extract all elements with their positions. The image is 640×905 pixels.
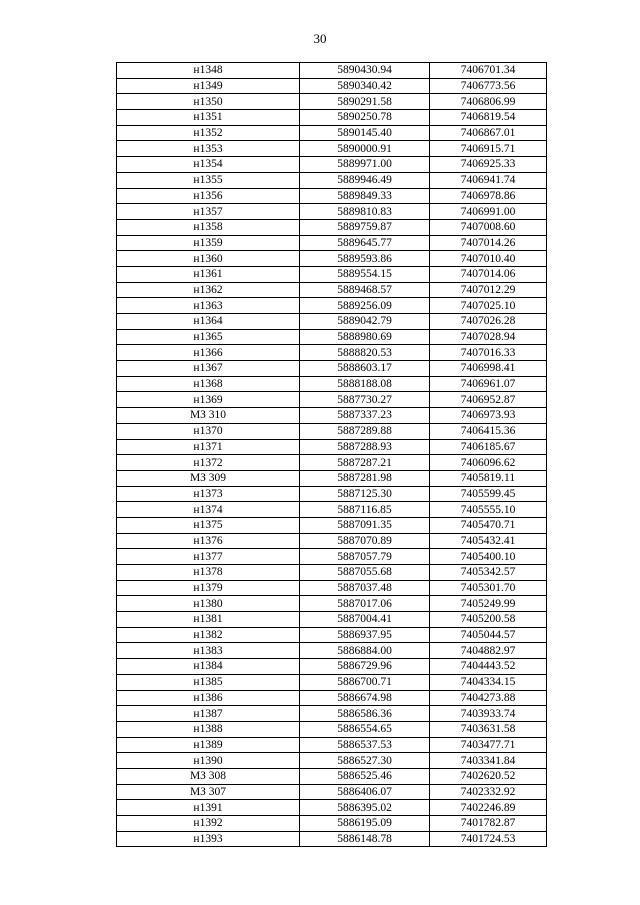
point-id-cell: н1358 [117, 219, 300, 235]
y-coordinate-cell: 7406096.62 [430, 455, 547, 471]
table-row [117, 455, 547, 471]
x-coordinate-cell: 5886554.65 [300, 721, 430, 737]
table-row [117, 690, 547, 706]
y-coordinate-cell: 7402620.52 [430, 768, 547, 784]
x-coordinate-cell: 5887289.88 [300, 423, 430, 439]
y-coordinate-cell: 7407028.94 [430, 329, 547, 345]
x-coordinate-cell: 5889849.33 [300, 188, 430, 204]
point-id-cell: н1374 [117, 502, 300, 518]
y-coordinate-cell: 7406819.54 [430, 110, 547, 126]
table-row [117, 580, 547, 596]
table-row [117, 282, 547, 298]
table-row [117, 345, 547, 361]
y-coordinate-cell: 7405432.41 [430, 533, 547, 549]
y-coordinate-cell: 7407010.40 [430, 251, 547, 267]
x-coordinate-cell: 5886395.02 [300, 800, 430, 816]
point-id-cell: МЗ 308 [117, 768, 300, 784]
y-coordinate-cell: 7405301.70 [430, 580, 547, 596]
point-id-cell: н1380 [117, 596, 300, 612]
table-row [117, 486, 547, 502]
table-row [117, 423, 547, 439]
x-coordinate-cell: 5890000.91 [300, 141, 430, 157]
x-coordinate-cell: 5888980.69 [300, 329, 430, 345]
x-coordinate-cell: 5887125.30 [300, 486, 430, 502]
x-coordinate-cell: 5889256.09 [300, 298, 430, 314]
y-coordinate-cell: 7406973.93 [430, 408, 547, 424]
x-coordinate-cell: 5887281.98 [300, 470, 430, 486]
point-id-cell: н1357 [117, 204, 300, 220]
point-id-cell: н1365 [117, 329, 300, 345]
y-coordinate-cell: 7401724.53 [430, 831, 547, 847]
x-coordinate-cell: 5888820.53 [300, 345, 430, 361]
x-coordinate-cell: 5887017.06 [300, 596, 430, 612]
table-row [117, 706, 547, 722]
point-id-cell: н1388 [117, 721, 300, 737]
table-row [117, 674, 547, 690]
table-row [117, 721, 547, 737]
x-coordinate-cell: 5886700.71 [300, 674, 430, 690]
point-id-cell: н1370 [117, 423, 300, 439]
x-coordinate-cell: 5887070.89 [300, 533, 430, 549]
point-id-cell: н1393 [117, 831, 300, 847]
table-row [117, 219, 547, 235]
x-coordinate-cell: 5890250.78 [300, 110, 430, 126]
x-coordinate-cell: 5886884.00 [300, 643, 430, 659]
x-coordinate-cell: 5889554.15 [300, 266, 430, 282]
point-id-cell: н1379 [117, 580, 300, 596]
table-row [117, 266, 547, 282]
point-id-cell: н1353 [117, 141, 300, 157]
y-coordinate-cell: 7406941.74 [430, 172, 547, 188]
point-id-cell: н1390 [117, 753, 300, 769]
point-id-cell: н1366 [117, 345, 300, 361]
y-coordinate-cell: 7407026.28 [430, 314, 547, 330]
y-coordinate-cell: 7403631.58 [430, 721, 547, 737]
x-coordinate-cell: 5886148.78 [300, 831, 430, 847]
point-id-cell: н1372 [117, 455, 300, 471]
y-coordinate-cell: 7406925.33 [430, 157, 547, 173]
y-coordinate-cell: 7405342.57 [430, 565, 547, 581]
y-coordinate-cell: 7407014.06 [430, 266, 547, 282]
table-row [117, 470, 547, 486]
point-id-cell: н1391 [117, 800, 300, 816]
point-id-cell: н1356 [117, 188, 300, 204]
x-coordinate-cell: 5886527.30 [300, 753, 430, 769]
table-row [117, 768, 547, 784]
y-coordinate-cell: 7402246.89 [430, 800, 547, 816]
table-row [117, 329, 547, 345]
table-row [117, 565, 547, 581]
y-coordinate-cell: 7405249.99 [430, 596, 547, 612]
y-coordinate-cell: 7405819.11 [430, 470, 547, 486]
table-row [117, 831, 547, 847]
table-row [117, 298, 547, 314]
x-coordinate-cell: 5889593.86 [300, 251, 430, 267]
y-coordinate-cell: 7406806.99 [430, 94, 547, 110]
y-coordinate-cell: 7404334.15 [430, 674, 547, 690]
x-coordinate-cell: 5889759.87 [300, 219, 430, 235]
x-coordinate-cell: 5887055.68 [300, 565, 430, 581]
y-coordinate-cell: 7403341.84 [430, 753, 547, 769]
y-coordinate-cell: 7404882.97 [430, 643, 547, 659]
table-row [117, 188, 547, 204]
x-coordinate-cell: 5887004.41 [300, 612, 430, 628]
table-row [117, 376, 547, 392]
x-coordinate-cell: 5890340.42 [300, 78, 430, 94]
y-coordinate-cell: 7406961.07 [430, 376, 547, 392]
point-id-cell: н1351 [117, 110, 300, 126]
x-coordinate-cell: 5886586.36 [300, 706, 430, 722]
x-coordinate-cell: 5890145.40 [300, 125, 430, 141]
x-coordinate-cell: 5888603.17 [300, 361, 430, 377]
point-id-cell: н1392 [117, 816, 300, 832]
point-id-cell: МЗ 309 [117, 470, 300, 486]
coordinates-table [116, 62, 547, 847]
x-coordinate-cell: 5886195.09 [300, 816, 430, 832]
point-id-cell: н1349 [117, 78, 300, 94]
point-id-cell: н1375 [117, 517, 300, 533]
table-row [117, 94, 547, 110]
y-coordinate-cell: 7407016.33 [430, 345, 547, 361]
y-coordinate-cell: 7405400.10 [430, 549, 547, 565]
table-row [117, 533, 547, 549]
y-coordinate-cell: 7403477.71 [430, 737, 547, 753]
x-coordinate-cell: 5886937.95 [300, 627, 430, 643]
y-coordinate-cell: 7405555.10 [430, 502, 547, 518]
table-row [117, 643, 547, 659]
point-id-cell: н1373 [117, 486, 300, 502]
point-id-cell: н1387 [117, 706, 300, 722]
x-coordinate-cell: 5887730.27 [300, 392, 430, 408]
table-row [117, 627, 547, 643]
table-row [117, 172, 547, 188]
point-id-cell: н1389 [117, 737, 300, 753]
table-row [117, 596, 547, 612]
point-id-cell: н1371 [117, 439, 300, 455]
y-coordinate-cell: 7404443.52 [430, 659, 547, 675]
table-row [117, 125, 547, 141]
x-coordinate-cell: 5886674.98 [300, 690, 430, 706]
coordinates-table-body [117, 63, 547, 847]
point-id-cell: МЗ 310 [117, 408, 300, 424]
point-id-cell: н1383 [117, 643, 300, 659]
x-coordinate-cell: 5889971.00 [300, 157, 430, 173]
x-coordinate-cell: 5889468.57 [300, 282, 430, 298]
x-coordinate-cell: 5890430.94 [300, 63, 430, 79]
table-row [117, 502, 547, 518]
x-coordinate-cell: 5886525.46 [300, 768, 430, 784]
point-id-cell: н1376 [117, 533, 300, 549]
table-row [117, 235, 547, 251]
y-coordinate-cell: 7405470.71 [430, 517, 547, 533]
table-row [117, 204, 547, 220]
y-coordinate-cell: 7406978.86 [430, 188, 547, 204]
y-coordinate-cell: 7404273.88 [430, 690, 547, 706]
y-coordinate-cell: 7402332.92 [430, 784, 547, 800]
x-coordinate-cell: 5887057.79 [300, 549, 430, 565]
y-coordinate-cell: 7406952.87 [430, 392, 547, 408]
y-coordinate-cell: 7406185.67 [430, 439, 547, 455]
table-row [117, 549, 547, 565]
point-id-cell: н1348 [117, 63, 300, 79]
point-id-cell: н1362 [117, 282, 300, 298]
point-id-cell: н1384 [117, 659, 300, 675]
point-id-cell: н1377 [117, 549, 300, 565]
point-id-cell: н1363 [117, 298, 300, 314]
point-id-cell: н1355 [117, 172, 300, 188]
point-id-cell: н1378 [117, 565, 300, 581]
point-id-cell: н1354 [117, 157, 300, 173]
x-coordinate-cell: 5886729.96 [300, 659, 430, 675]
table-row [117, 439, 547, 455]
y-coordinate-cell: 7405200.58 [430, 612, 547, 628]
table-row [117, 157, 547, 173]
y-coordinate-cell: 7405599.45 [430, 486, 547, 502]
table-row [117, 737, 547, 753]
table-row [117, 659, 547, 675]
y-coordinate-cell: 7407014.26 [430, 235, 547, 251]
point-id-cell: н1350 [117, 94, 300, 110]
y-coordinate-cell: 7406998.41 [430, 361, 547, 377]
table-row [117, 110, 547, 126]
table-row [117, 784, 547, 800]
y-coordinate-cell: 7407025.10 [430, 298, 547, 314]
point-id-cell: н1385 [117, 674, 300, 690]
y-coordinate-cell: 7401782.87 [430, 816, 547, 832]
x-coordinate-cell: 5887037.48 [300, 580, 430, 596]
y-coordinate-cell: 7407012.29 [430, 282, 547, 298]
table-row [117, 517, 547, 533]
y-coordinate-cell: 7406701.34 [430, 63, 547, 79]
point-id-cell: н1368 [117, 376, 300, 392]
x-coordinate-cell: 5890291.58 [300, 94, 430, 110]
x-coordinate-cell: 5887287.21 [300, 455, 430, 471]
x-coordinate-cell: 5889810.83 [300, 204, 430, 220]
x-coordinate-cell: 5888188.08 [300, 376, 430, 392]
point-id-cell: н1359 [117, 235, 300, 251]
table-row [117, 753, 547, 769]
x-coordinate-cell: 5886406.07 [300, 784, 430, 800]
table-row [117, 251, 547, 267]
y-coordinate-cell: 7406915.71 [430, 141, 547, 157]
x-coordinate-cell: 5887288.93 [300, 439, 430, 455]
table-row [117, 78, 547, 94]
point-id-cell: н1352 [117, 125, 300, 141]
point-id-cell: МЗ 307 [117, 784, 300, 800]
y-coordinate-cell: 7406867.01 [430, 125, 547, 141]
point-id-cell: н1361 [117, 266, 300, 282]
table-row [117, 392, 547, 408]
x-coordinate-cell: 5886537.53 [300, 737, 430, 753]
table-row [117, 408, 547, 424]
x-coordinate-cell: 5887116.85 [300, 502, 430, 518]
point-id-cell: н1381 [117, 612, 300, 628]
table-row [117, 314, 547, 330]
table-row [117, 800, 547, 816]
x-coordinate-cell: 5887337.23 [300, 408, 430, 424]
x-coordinate-cell: 5889946.49 [300, 172, 430, 188]
y-coordinate-cell: 7406415.36 [430, 423, 547, 439]
point-id-cell: н1367 [117, 361, 300, 377]
x-coordinate-cell: 5889645.77 [300, 235, 430, 251]
y-coordinate-cell: 7406773.56 [430, 78, 547, 94]
point-id-cell: н1360 [117, 251, 300, 267]
table-row [117, 361, 547, 377]
y-coordinate-cell: 7403933.74 [430, 706, 547, 722]
y-coordinate-cell: 7407008.60 [430, 219, 547, 235]
table-row [117, 816, 547, 832]
point-id-cell: н1386 [117, 690, 300, 706]
y-coordinate-cell: 7406991.00 [430, 204, 547, 220]
x-coordinate-cell: 5887091.35 [300, 517, 430, 533]
y-coordinate-cell: 7405044.57 [430, 627, 547, 643]
point-id-cell: н1369 [117, 392, 300, 408]
point-id-cell: н1364 [117, 314, 300, 330]
x-coordinate-cell: 5889042.79 [300, 314, 430, 330]
table-row [117, 612, 547, 628]
page-number: 30 [313, 31, 327, 46]
table-row [117, 141, 547, 157]
table-row [117, 63, 547, 79]
point-id-cell: н1382 [117, 627, 300, 643]
